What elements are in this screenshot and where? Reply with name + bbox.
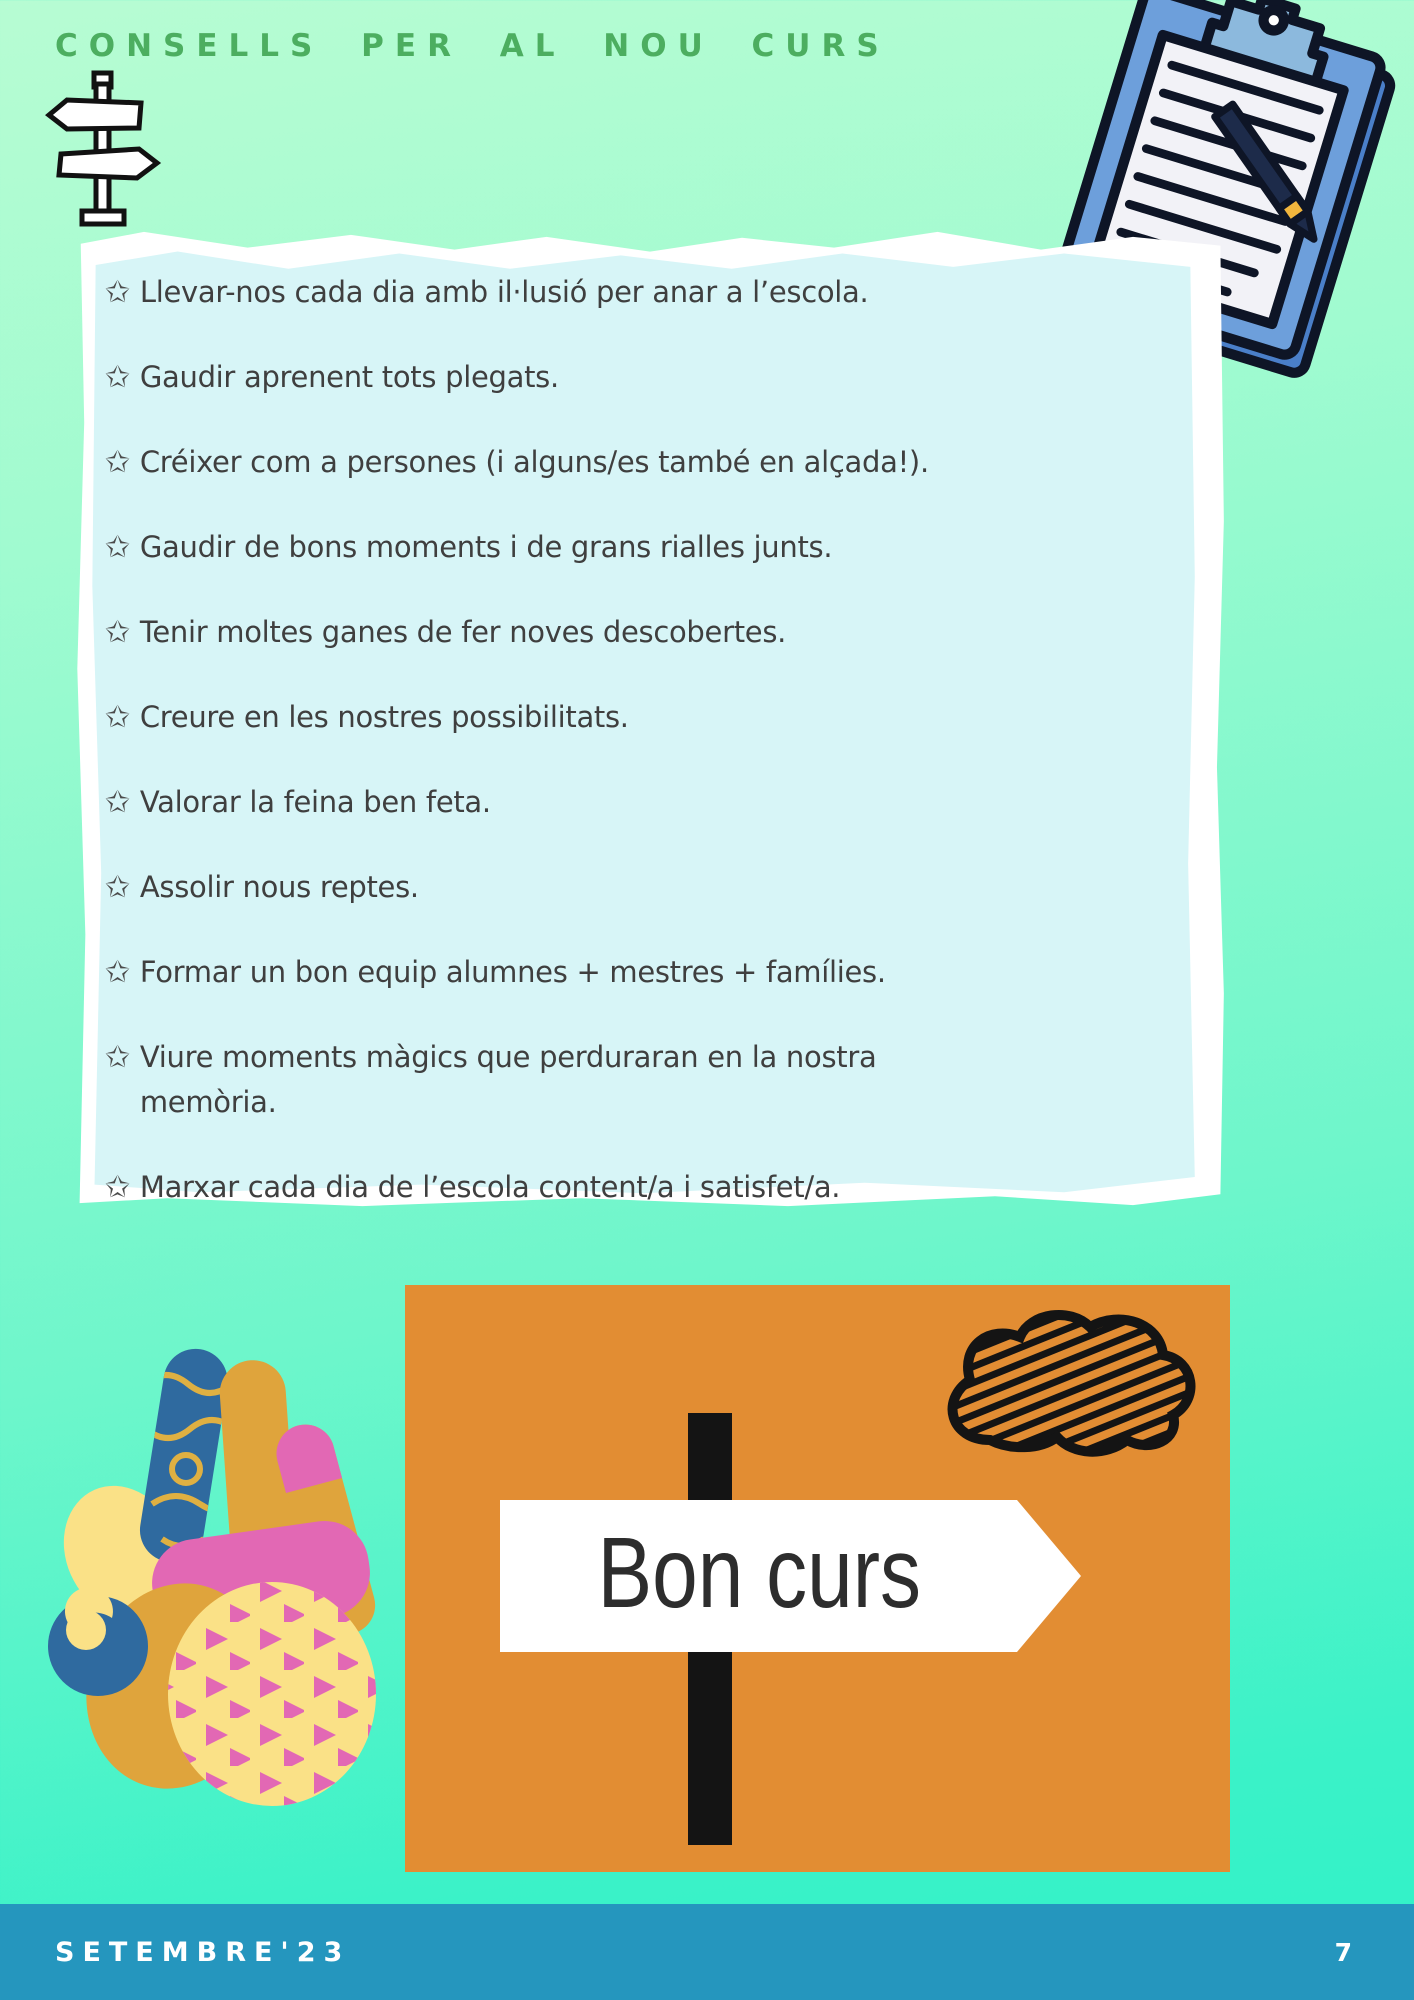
footer-bar xyxy=(0,1904,1414,2000)
list-item xyxy=(105,355,1135,400)
list-item xyxy=(105,525,1135,570)
star-bullet-icon: ✩ xyxy=(105,445,130,480)
star-bullet-icon: ✩ xyxy=(105,615,130,650)
advice-text: Viure moments màgics que perduraran en la nostra memòria. xyxy=(139,1040,877,1119)
list-item xyxy=(105,780,1135,825)
star-bullet-icon: ✩ xyxy=(105,785,130,820)
bon-curs-sign-label: Bon curs xyxy=(597,1517,922,1629)
bon-curs-sign-image xyxy=(405,1285,1230,1872)
star-bullet-icon: ✩ xyxy=(105,700,130,735)
list-item xyxy=(105,610,1135,655)
hand-ok-illustration xyxy=(34,1334,378,1808)
list-item xyxy=(105,270,1135,315)
advice-text: Gaudir de bons moments i de grans rialles junts. xyxy=(139,530,833,564)
footer-issue-label: SETEMBRE'23 xyxy=(55,1936,351,1968)
page-number: 7 xyxy=(1334,1937,1352,1967)
advice-note-box xyxy=(75,226,1225,1210)
signpost-icon xyxy=(44,70,162,230)
advice-text: Marxar cada dia de l’escola content/a i satisfet/a. xyxy=(139,1170,841,1204)
page-title: CONSELLS PER AL NOU CURS xyxy=(55,28,890,64)
star-bullet-icon: ✩ xyxy=(105,530,130,565)
star-bullet-icon: ✩ xyxy=(105,1170,130,1205)
advice-text: Assolir nous reptes. xyxy=(139,870,419,904)
advice-text: Créixer com a persones (i alguns/es també en alçada!). xyxy=(139,445,929,479)
advice-text: Formar un bon equip alumnes + mestres + famílies. xyxy=(139,955,886,989)
advice-text: Valorar la feina ben feta. xyxy=(139,785,491,819)
star-bullet-icon: ✩ xyxy=(105,360,130,395)
star-bullet-icon: ✩ xyxy=(105,275,130,310)
advice-text: Creure en les nostres possibilitats. xyxy=(139,700,629,734)
advice-text: Llevar-nos cada dia amb il·lusió per anar a l’escola. xyxy=(139,275,869,309)
list-item xyxy=(105,865,1135,910)
star-bullet-icon: ✩ xyxy=(105,1040,130,1075)
star-bullet-icon: ✩ xyxy=(105,870,130,905)
star-bullet-icon: ✩ xyxy=(105,955,130,990)
advice-text: Gaudir aprenent tots plegats. xyxy=(139,360,559,394)
list-item xyxy=(105,1035,1135,1125)
cloud-doodle-icon xyxy=(953,1315,1191,1452)
list-item xyxy=(105,950,1135,995)
list-item xyxy=(105,695,1135,740)
list-item xyxy=(105,1165,1135,1210)
list-item xyxy=(105,440,1135,485)
advice-list xyxy=(105,270,1135,1210)
advice-text: Tenir moltes ganes de fer noves descobertes. xyxy=(139,615,787,649)
